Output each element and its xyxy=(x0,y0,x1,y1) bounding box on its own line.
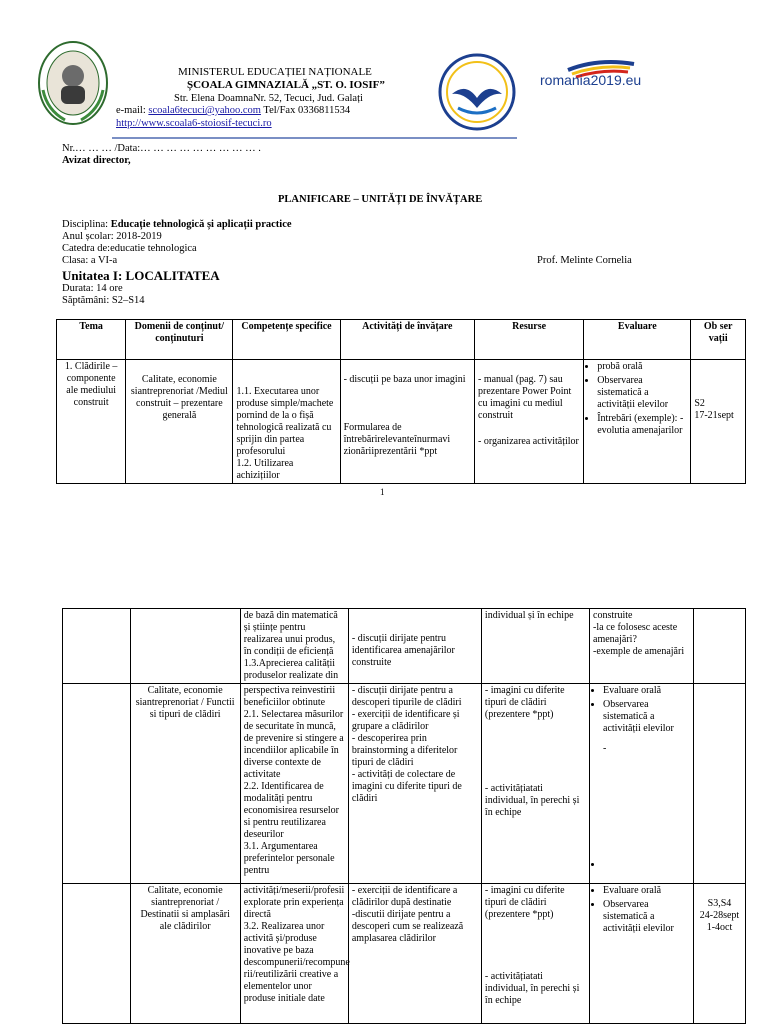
cell-observatii: S3,S4 24-28sept 1-4oct xyxy=(693,884,745,1024)
profesor: Prof. Melinte Cornelia xyxy=(537,255,632,266)
plan-table-2 xyxy=(62,608,746,1024)
empty-bullet xyxy=(603,859,690,871)
an-scolar: Anul școlar: 2018-2019 xyxy=(62,231,162,242)
school-logo xyxy=(37,40,109,126)
resurse-item: - activitățiatati individual, în perechi și în echipe xyxy=(484,783,580,818)
cell-competente: perspectiva reinvestirii beneficiilor obtinute 2.1. Selectarea măsurilor de securitate în muncă, de prevenire si stingere a incendiilor aplicabile în diverse contexte de activitate 2.2. Identificarea de modalități pentru economisirea resurselor si pentru reutilizarea deseurilor 3.1. Argumentarea preferintelor personale pentru xyxy=(240,684,348,884)
header-observatii: Ob ser vații xyxy=(691,320,746,360)
email-label: e-mail: xyxy=(116,105,149,116)
school-address: Str. Elena DoamnaNr. 52, Tecuci, Jud. Galați xyxy=(174,93,363,104)
clasa: Clasa: a VI-a xyxy=(62,255,118,266)
header-resurse: Resurse xyxy=(475,320,584,360)
tel-fax: Tel/Fax 0336811534 xyxy=(260,105,351,116)
activitati-item: - discuții pe baza unor imagini xyxy=(343,374,466,385)
cell-domenii: Calitate, economie siantreprenoriat /Mediul construit – prezentare generală xyxy=(126,360,233,484)
cell-tema: 1. Clădirile – componente ale mediului construit xyxy=(57,360,126,484)
cell-resurse xyxy=(481,884,589,1024)
cell-evaluare xyxy=(590,684,694,884)
cell-tema xyxy=(63,609,131,684)
cell-observatii: S2 17-21sept xyxy=(691,360,746,484)
school-name: ȘCOALA GIMNAZIALĂ „ST. O. IOSIF” xyxy=(187,79,385,91)
cell-competente: activități/meserii/profesii explorate prin experiența directă 3.2. Realizarea unor activită și/produse inovative pe baza descompunerii/recompune rii/reutilizării creative a elementelor unor produse initiale date xyxy=(240,884,348,1024)
cell-competente: de bază din matematică și științe pentru realizarea unui produs, în condiții de eficiență 1.3.Aprecierea calității produselor realizate din xyxy=(240,609,348,684)
cell-competente: 1.1. Executarea unor produse simple/machete pornind de la o fișă tehnologică realizată cu sprijin din partea profesorului 1.2. Utilizarea achizițiilor xyxy=(233,360,340,484)
cell-tema xyxy=(63,684,131,884)
header-domenii: Domenii de conținut/ conținuturi xyxy=(126,320,233,360)
header-tema: Tema xyxy=(57,320,126,360)
evaluare-item: • Evaluare orală xyxy=(603,685,690,697)
saptamani: Săptămâni: S2–S14 xyxy=(62,295,145,306)
ministry-name: MINISTERUL EDUCAȚIEI NAȚIONALE xyxy=(178,66,372,78)
evaluare-item: • Observarea sistematică a activității elevilor xyxy=(597,375,687,411)
contact-line xyxy=(116,105,350,117)
galati-logo xyxy=(438,52,516,132)
cell-evaluare xyxy=(590,884,694,1024)
cell-activitati xyxy=(340,360,474,484)
resurse-item: - organizarea activităților xyxy=(478,436,579,447)
resurse-item: - activitățiatati individual, în perechi și în echipe xyxy=(484,971,580,1006)
evaluare-item: • Observarea sistematică a activității elevilor xyxy=(603,899,690,935)
resurse-item: - imagini cu diferite tipuri de clădiri (prezentere *ppt) xyxy=(484,685,565,720)
header-competente: Competențe specifice xyxy=(233,320,340,360)
cell-observatii xyxy=(693,684,745,884)
activitati-item: Formularea de întrebărirelevanteînurmavi zionăriiprezentării *ppt xyxy=(343,422,451,457)
page-number: 1 xyxy=(380,487,385,497)
nr-data: Nr.… … … /Data:… … … … … … … … … . xyxy=(62,143,261,154)
website-line xyxy=(116,118,272,130)
header-activitati: Activități de învățare xyxy=(340,320,474,360)
cell-domenii xyxy=(130,609,240,684)
page-title: PLANIFICARE – UNITĂȚI DE ÎNVĂȚARE xyxy=(278,194,483,205)
cell-activitati: - exerciții de identificare a clădirilor după destinatie -discutii dirijate pentru a descoperi cum se realizează amplasarea clădirilor xyxy=(348,884,481,1024)
disciplina-value: Educație tehnologică și aplicații practice xyxy=(110,219,292,230)
header-evaluare: Evaluare xyxy=(584,320,691,360)
cell-activitati: - discuții dirijate pentru identificarea amenajărilor construite xyxy=(348,609,481,684)
cell-resurse xyxy=(475,360,584,484)
email-link[interactable]: scoala6tecuci@yahoo.com xyxy=(148,105,261,116)
header-divider xyxy=(112,137,517,139)
cell-tema xyxy=(63,884,131,1024)
evaluare-item: • probă orală xyxy=(597,361,687,373)
disciplina xyxy=(62,219,292,231)
cell-activitati: - discuții dirijate pentru a descoperi tipurile de clădiri - exerciții de identificare și grupare a clădirilor - descoperirea prin brainstorming a diferitelor tipuri de clădiri - activități de colectare de imagini cu diferite tipuri de clădiri xyxy=(348,684,481,884)
catedra: Catedra de:educatie tehnologica xyxy=(62,243,197,254)
cell-evaluare xyxy=(584,360,691,484)
unitatea: Unitatea I: LOCALITATEA xyxy=(62,268,220,283)
cell-evaluare: construite -la ce folosesc aceste amenajări? -exemple de amenajări xyxy=(590,609,694,684)
cell-domenii: Calitate, economie siantreprenoriat / Functii si tipuri de clădiri xyxy=(130,684,240,884)
romania2019-logo xyxy=(538,56,670,92)
cell-domenii: Calitate, economie siantreprenoriat / Destinatii si amplasări ale clădirilor xyxy=(130,884,240,1024)
durata: Durata: 14 ore xyxy=(62,283,123,294)
cell-observatii xyxy=(693,609,745,684)
evaluare-item: • Întrebări (exemple): -evolutia amenajarilor xyxy=(597,413,687,437)
evaluare-item: • Observarea sistematică a activității elevilor xyxy=(603,699,690,735)
romania2019-logo-text: romania2019.eu xyxy=(540,72,642,88)
evaluare-dash: - xyxy=(603,743,607,754)
resurse-item: - manual (pag. 7) sau prezentare Power Point cu imagini cu mediul construit xyxy=(478,374,572,421)
cell-resurse: individual și în echipe xyxy=(481,609,589,684)
website-link[interactable]: http://www.scoala6-stoiosif-tecuci.ro xyxy=(116,118,272,129)
plan-table-1 xyxy=(56,319,746,484)
resurse-item: - imagini cu diferite tipuri de clădiri (prezentere *ppt) xyxy=(484,885,565,920)
evaluare-item: • Evaluare orală xyxy=(603,885,690,897)
disciplina-label: Disciplina: xyxy=(62,219,111,230)
cell-resurse xyxy=(481,684,589,884)
avizat-director: Avizat director, xyxy=(62,155,131,166)
